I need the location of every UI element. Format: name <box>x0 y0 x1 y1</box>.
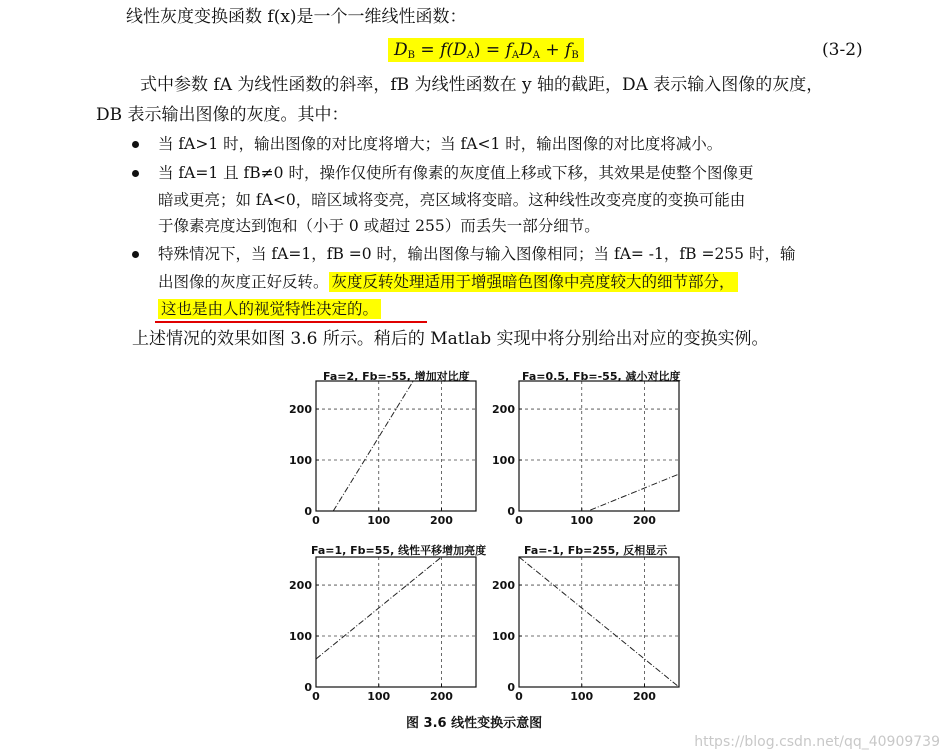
plot1-ytick-label: 200 <box>289 403 312 417</box>
bullet3-highlight-1: 灰度反转处理适用于增强暗色图像中亮度较大的细节部分， <box>329 272 738 292</box>
para2-text: 上述情况的效果如图 3.6 所示。稍后的 Matlab 实现中将分别给出对应的变换实例。 <box>132 329 769 349</box>
plot4-xtick-label: 200 <box>633 690 656 703</box>
figure-caption: 图 3.6 线性变换示意图 <box>406 716 543 731</box>
plot4-xtick-label: 0 <box>515 690 523 703</box>
bullet1-text: 当 fA>1 时，输出图像的对比度将增大；当 fA<1 时，输出图像的对比度将减小。 <box>158 135 723 153</box>
plot3-xtick-label: 100 <box>367 690 391 703</box>
bullet3-highlight-2: 这也是由人的视觉特性决定的。 <box>158 299 381 319</box>
para1-line1: 式中参数 fA 为线性函数的斜率，fB 为线性函数在 y 轴的截距，DA 表示输入图像的灰度， <box>140 75 824 95</box>
bullet3-line1: 特殊情况下，当 fA=1，fB =0 时，输出图像与输入图像相同；当 fA= -1，fB =255 时，输 <box>158 245 796 263</box>
plot4-series-line <box>519 557 679 687</box>
plot1-xtick-label: 100 <box>367 514 391 527</box>
formula: $D_B = f(D_A) = f_AD_A + f_B$ <box>394 40 579 61</box>
plot4-title: Fa=-1, Fb=255, 反相显示 <box>524 544 668 557</box>
plot2-ytick-label: 0 <box>507 505 515 518</box>
plot2-ytick-label: 200 <box>492 403 515 417</box>
plot3-series-line <box>316 529 476 659</box>
plot4-ytick-label: 0 <box>507 681 515 694</box>
watermark: https://blog.csdn.net/qq_40909739 <box>694 734 940 750</box>
bullet2-line3: 于像素亮度达到饱和（小于 0 或超过 255）而丢失一部分细节。 <box>158 217 600 235</box>
plot2-xtick-label: 200 <box>633 514 656 527</box>
plot1-ytick-label: 100 <box>289 454 312 468</box>
plot3-xtick-label: 200 <box>430 690 453 703</box>
plot3-ytick-label: 100 <box>289 630 312 644</box>
plot3-xtick-label: 0 <box>312 690 320 703</box>
bullet2-line1: 当 fA=1 且 fB≠0 时，操作仅使所有像素的灰度值上移或下移，其效果是使整个图像更 <box>158 164 754 182</box>
plot2-xtick-label: 0 <box>515 514 523 527</box>
bullet3-line2-plain: 出图像的灰度正好反转。 <box>158 273 329 291</box>
plot4-xtick-label: 100 <box>570 690 594 703</box>
plot4-ytick-label: 100 <box>492 630 515 644</box>
plot2-frame <box>519 381 679 511</box>
plot3-ytick-label: 0 <box>304 681 312 694</box>
plot3-ytick-label: 200 <box>289 579 312 593</box>
plot2-series-line <box>519 474 679 539</box>
plot1-title: Fa=2, Fb=-55, 增加对比度 <box>323 370 470 383</box>
equation-number: (3-2) <box>822 40 863 60</box>
plot3-title: Fa=1, Fb=55, 线性平移增加亮度 <box>311 544 487 557</box>
plot1-xtick-label: 0 <box>312 514 320 527</box>
plot2-title: Fa=0.5, Fb=-55, 减小对比度 <box>522 370 681 383</box>
plot1-xtick-label: 200 <box>430 514 453 527</box>
plot4-ytick-label: 200 <box>492 579 515 593</box>
intro-text: 线性灰度变换函数 f(x)是一个一维线性函数： <box>126 7 467 27</box>
bullet2-line2: 暗或更亮；如 fA<0，暗区域将变亮，亮区域将变暗。这种线性改变亮度的变换可能由 <box>158 191 746 209</box>
plot1-ytick-label: 0 <box>304 505 312 518</box>
plot3-frame <box>316 557 476 687</box>
plot1-frame <box>316 381 476 511</box>
plot2-xtick-label: 100 <box>570 514 594 527</box>
para1-line2: DB 表示输出图像的灰度。其中： <box>96 105 349 125</box>
plot2-ytick-label: 100 <box>492 454 515 468</box>
